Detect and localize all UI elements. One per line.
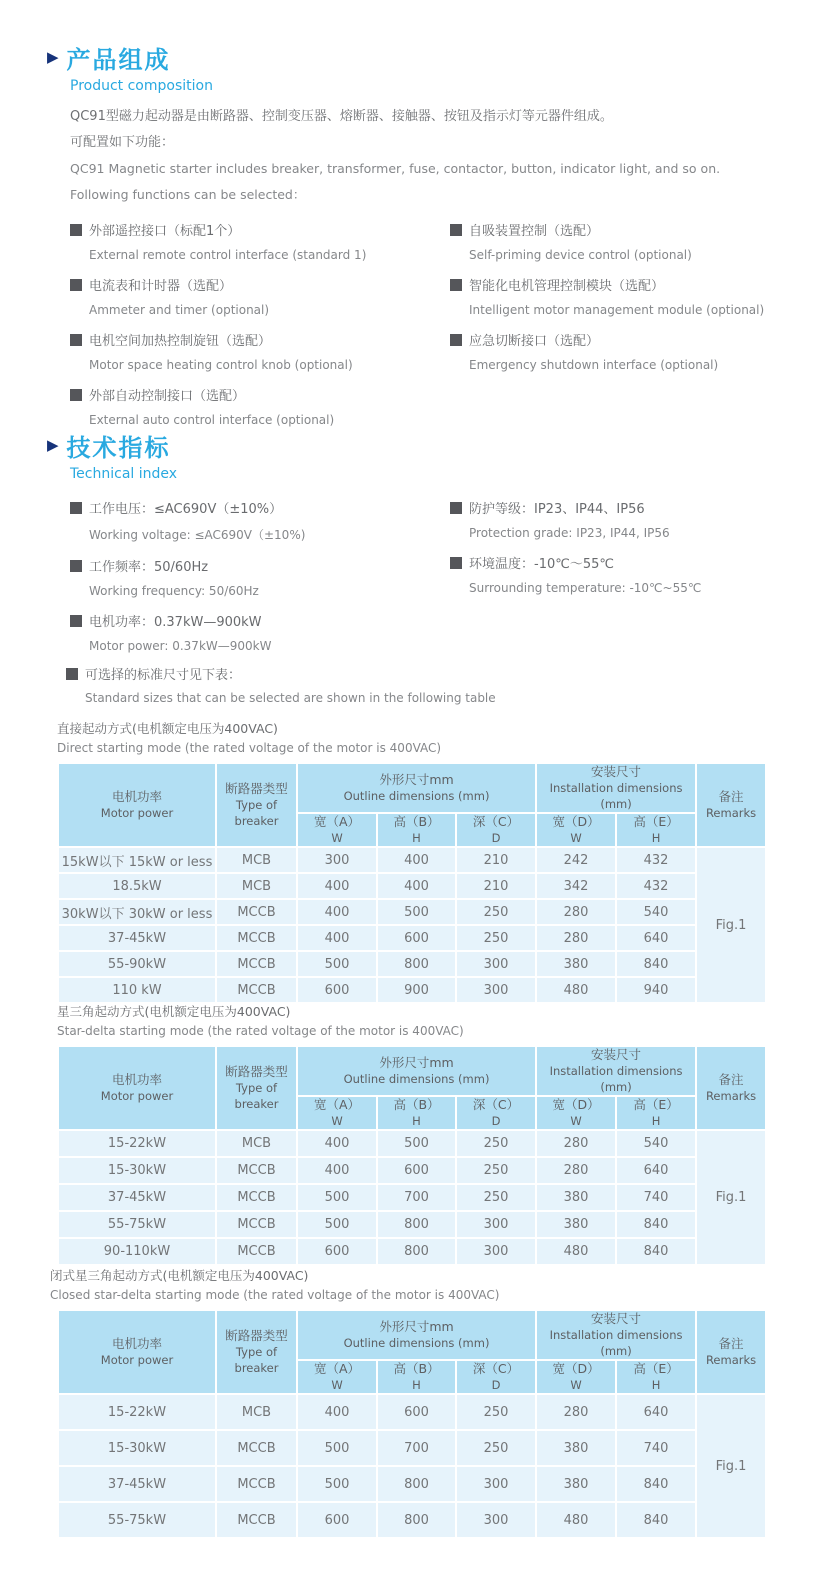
table-cell: MCCB <box>216 1184 297 1211</box>
list-item <box>70 556 450 598</box>
table-cell: MCB <box>216 873 297 899</box>
table-cell: 300 <box>297 847 377 873</box>
feature-list-left <box>70 220 450 440</box>
remark-cell: Fig.1 <box>696 1394 766 1538</box>
feature-list-right <box>450 220 807 440</box>
table-cell: 840 <box>616 1502 696 1538</box>
table-cell: 400 <box>297 1130 377 1157</box>
list-item-zh: 电流表和计时器（选配） <box>70 275 450 294</box>
table-cell: 500 <box>297 1466 377 1502</box>
table-cell: 600 <box>297 1502 377 1538</box>
table-cell: 300 <box>456 977 536 1003</box>
table-cell: 600 <box>297 1238 377 1265</box>
column-header: 宽（D） W <box>536 813 616 847</box>
table-cell: 90-110kW <box>58 1238 216 1265</box>
table-cell: 740 <box>616 1184 696 1211</box>
column-header: 深（C） D <box>456 813 536 847</box>
column-header: 外形尺寸mm Outline dimensions (mm) <box>297 1310 536 1360</box>
table-cell: 600 <box>377 1394 456 1430</box>
list-item-zh: 外部自动控制接口（选配） <box>70 385 450 404</box>
square-bullet-icon <box>70 224 82 236</box>
section-title-en: Technical index <box>70 466 178 482</box>
table-cell: 342 <box>536 873 616 899</box>
table-cell: 300 <box>456 1466 536 1502</box>
table-row <box>58 1157 766 1184</box>
list-item <box>70 498 450 543</box>
dimensions-table <box>57 1045 767 1266</box>
square-bullet-icon <box>66 668 78 680</box>
table-cell: MCCB <box>216 951 297 977</box>
table-cell: 37-45kW <box>58 1184 216 1211</box>
table-cell: 242 <box>536 847 616 873</box>
column-header: 电机功率 Motor power <box>58 763 216 847</box>
list-item-en: Motor space heating control knob (optional) <box>89 358 353 372</box>
table-cell: 840 <box>616 1466 696 1502</box>
square-bullet-icon <box>450 557 462 569</box>
table-cell: 55-75kW <box>58 1211 216 1238</box>
column-header: 安装尺寸 Installation dimensions (mm) <box>536 763 696 813</box>
table-row <box>58 1466 766 1502</box>
column-header: 安装尺寸 Installation dimensions (mm) <box>536 1046 696 1096</box>
dimensions-table <box>57 1309 767 1539</box>
column-header: 高（E） H <box>616 1360 696 1394</box>
table-cell: 480 <box>536 1238 616 1265</box>
table-cell: MCCB <box>216 899 297 925</box>
intro-en-2: Following functions can be selected： <box>70 187 306 202</box>
column-header: 备注 Remarks <box>696 1310 766 1394</box>
list-item-zh: 外部遥控接口（标配1个） <box>70 220 450 239</box>
remark-cell: Fig.1 <box>696 1130 766 1265</box>
table-row <box>58 1211 766 1238</box>
table-cell: 15-22kW <box>58 1130 216 1157</box>
list-item <box>70 611 450 653</box>
list-item-zh: 电机功率：0.37kW—900kW <box>70 611 450 630</box>
list-item-en: Working frequency: 50/60Hz <box>89 584 259 598</box>
column-header: 深（C） D <box>456 1360 536 1394</box>
table-cell: 800 <box>377 1211 456 1238</box>
table-cell: 500 <box>377 1130 456 1157</box>
table-cell: 700 <box>377 1184 456 1211</box>
column-header: 宽（D） W <box>536 1096 616 1130</box>
column-header: 宽（A） W <box>297 1096 377 1130</box>
square-bullet-icon <box>70 560 82 572</box>
table-cell: 640 <box>616 1394 696 1430</box>
table-row <box>58 899 766 925</box>
table-title-zh: 闭式星三角起动方式(电机额定电压为400VAC) <box>50 1268 309 1283</box>
list-item-zh: 智能化电机管理控制模块（选配） <box>450 275 807 294</box>
list-item-zh: 电机空间加热控制旋钮（选配） <box>70 330 450 349</box>
table-cell: 700 <box>377 1430 456 1466</box>
table-cell: 280 <box>536 1130 616 1157</box>
list-item-zh: 自吸装置控制（选配） <box>450 220 807 239</box>
table-cell: 250 <box>456 1394 536 1430</box>
table-cell: MCCB <box>216 1430 297 1466</box>
table-cell: 540 <box>616 899 696 925</box>
table-cell: MCCB <box>216 1157 297 1184</box>
table-cell: 250 <box>456 899 536 925</box>
table-cell: 380 <box>536 1211 616 1238</box>
square-bullet-icon <box>450 502 462 514</box>
table-title-en: Direct starting mode (the rated voltage of the motor is 400VAC) <box>57 741 442 755</box>
table-cell: 380 <box>536 1184 616 1211</box>
column-header: 高（B） H <box>377 1096 456 1130</box>
list-item <box>450 330 807 372</box>
list-item-en: Emergency shutdown interface (optional) <box>469 358 719 372</box>
arrow-right-icon: ▶ <box>47 436 59 454</box>
table-cell: 380 <box>536 1430 616 1466</box>
list-item-zh: 工作电压：≤AC690V（±10%） <box>70 498 450 517</box>
table-row <box>58 977 766 1003</box>
table-cell: 400 <box>297 899 377 925</box>
table-cell: 500 <box>297 951 377 977</box>
table-cell: 432 <box>616 847 696 873</box>
list-item <box>70 330 450 372</box>
table-cell: 600 <box>377 925 456 951</box>
column-header: 备注 Remarks <box>696 1046 766 1130</box>
table-cell: 800 <box>377 1466 456 1502</box>
table-row <box>58 873 766 899</box>
intro-en-1: QC91 Magnetic starter includes breaker, transformer, fuse, contactor, button, indicator light, and so on. <box>70 161 721 176</box>
column-header: 备注 Remarks <box>696 763 766 847</box>
table-cell: 37-45kW <box>58 925 216 951</box>
table-cell: 840 <box>616 951 696 977</box>
list-item-en: Intelligent motor management module (optional) <box>469 303 765 317</box>
square-bullet-icon <box>70 279 82 291</box>
section-title-zh: 产品组成 <box>66 46 171 74</box>
table-cell: 400 <box>297 873 377 899</box>
size-table-closed-star-delta <box>57 1309 767 1539</box>
list-item <box>450 220 807 262</box>
table-cell: 400 <box>297 925 377 951</box>
table-row <box>58 925 766 951</box>
table-cell: 280 <box>536 1394 616 1430</box>
size-table-star-delta <box>57 1045 767 1266</box>
list-item <box>450 498 807 540</box>
table-cell: 400 <box>297 1157 377 1184</box>
square-bullet-icon <box>70 389 82 401</box>
column-header: 宽（A） W <box>297 813 377 847</box>
table-cell: 640 <box>616 1157 696 1184</box>
column-header: 宽（A） W <box>297 1360 377 1394</box>
square-bullet-icon <box>450 224 462 236</box>
table-cell: 600 <box>297 977 377 1003</box>
column-header: 高（E） H <box>616 813 696 847</box>
table-cell: 55-90kW <box>58 951 216 977</box>
table-cell: 840 <box>616 1211 696 1238</box>
table-cell: 380 <box>536 1466 616 1502</box>
list-item-zh: 应急切断接口（选配） <box>450 330 807 349</box>
square-bullet-icon <box>450 279 462 291</box>
table-cell: 500 <box>297 1211 377 1238</box>
table-block-direct-starting <box>57 719 767 1004</box>
column-header: 断路器类型 Type of breaker <box>216 763 297 847</box>
table-cell: 250 <box>456 1184 536 1211</box>
table-cell: 380 <box>536 951 616 977</box>
table-cell: 800 <box>377 951 456 977</box>
list-item-zh: 防护等级：IP23、IP44、IP56 <box>450 498 807 517</box>
table-title-en: Closed star-delta starting mode (the rated voltage of the motor is 400VAC) <box>50 1288 500 1302</box>
table-title-zh: 星三角起动方式(电机额定电压为400VAC) <box>57 1004 291 1019</box>
arrow-right-icon: ▶ <box>47 48 59 66</box>
table-row <box>58 1502 766 1538</box>
table-cell: 400 <box>377 873 456 899</box>
table-row <box>58 1130 766 1157</box>
table-block-star-delta <box>57 1002 767 1266</box>
square-bullet-icon <box>70 334 82 346</box>
table-cell: MCB <box>216 847 297 873</box>
table-cell: 500 <box>297 1184 377 1211</box>
table-row <box>58 951 766 977</box>
table-cell: 30kW以下 30kW or less <box>58 899 216 925</box>
section-product-composition <box>47 40 807 440</box>
list-item-en: Surrounding temperature: -10℃~55℃ <box>469 581 702 595</box>
section-technical-index <box>47 428 807 666</box>
table-cell: 600 <box>377 1157 456 1184</box>
table-cell: 280 <box>536 1157 616 1184</box>
list-item-en: External remote control interface (standard 1) <box>89 248 367 262</box>
table-cell: 110 kW <box>58 977 216 1003</box>
table-cell: MCCB <box>216 1466 297 1502</box>
table-cell: 250 <box>456 925 536 951</box>
table-cell: 15kW以下 15kW or less <box>58 847 216 873</box>
table-cell: MCB <box>216 1394 297 1430</box>
table-title-zh: 直接起动方式(电机额定电压为400VAC) <box>57 721 278 736</box>
table-cell: 300 <box>456 1238 536 1265</box>
table-cell: 15-30kW <box>58 1157 216 1184</box>
column-header: 电机功率 Motor power <box>58 1310 216 1394</box>
table-cell: 900 <box>377 977 456 1003</box>
table-cell: 280 <box>536 899 616 925</box>
table-cell: 400 <box>377 847 456 873</box>
remark-cell: Fig.1 <box>696 847 766 1003</box>
note-en: Standard sizes that can be selected are shown in the following table <box>85 691 496 705</box>
square-bullet-icon <box>70 615 82 627</box>
table-cell: 37-45kW <box>58 1466 216 1502</box>
table-row <box>58 1430 766 1466</box>
list-item <box>70 275 450 317</box>
table-cell: 300 <box>456 1502 536 1538</box>
table-cell: MCCB <box>216 1502 297 1538</box>
column-header: 深（C） D <box>456 1096 536 1130</box>
intro-zh-1: QC91型磁力起动器是由断路器、控制变压器、熔断器、接触器、按钮及指示灯等元器件组成。 <box>70 109 613 124</box>
column-header: 高（B） H <box>377 1360 456 1394</box>
note-zh: 可选择的标准尺寸见下表： <box>66 664 496 683</box>
list-item-en: Working voltage: ≤AC690V（±10%) <box>89 528 306 542</box>
table-row <box>58 1394 766 1430</box>
table-cell: 400 <box>297 1394 377 1430</box>
table-row <box>58 1184 766 1211</box>
table-cell: 250 <box>456 1430 536 1466</box>
tech-list-left <box>70 498 450 666</box>
table-block-closed-star-delta <box>50 1266 767 1539</box>
column-header: 安装尺寸 Installation dimensions (mm) <box>536 1310 696 1360</box>
table-cell: 55-75kW <box>58 1502 216 1538</box>
column-header: 电机功率 Motor power <box>58 1046 216 1130</box>
table-cell: 640 <box>616 925 696 951</box>
table-cell: 300 <box>456 1211 536 1238</box>
table-cell: 740 <box>616 1430 696 1466</box>
table-cell: 432 <box>616 873 696 899</box>
table-cell: MCCB <box>216 1238 297 1265</box>
column-header: 高（B） H <box>377 813 456 847</box>
list-item-en: Motor power: 0.37kW—900kW <box>89 639 272 653</box>
column-header: 断路器类型 Type of breaker <box>216 1310 297 1394</box>
intro-zh-2: 可配置如下功能： <box>70 135 175 150</box>
table-cell: 500 <box>297 1430 377 1466</box>
tech-list-right <box>450 498 807 666</box>
table-cell: 500 <box>377 899 456 925</box>
table-cell: 840 <box>616 1238 696 1265</box>
table-cell: 15-22kW <box>58 1394 216 1430</box>
list-item <box>450 275 807 317</box>
table-cell: 940 <box>616 977 696 1003</box>
intro-paragraph <box>70 104 807 208</box>
list-item-zh: 工作频率：50/60Hz <box>70 556 450 575</box>
table-cell: 210 <box>456 847 536 873</box>
table-cell: 300 <box>456 951 536 977</box>
table-title-en: Star-delta starting mode (the rated voltage of the motor is 400VAC) <box>57 1024 464 1038</box>
column-header: 断路器类型 Type of breaker <box>216 1046 297 1130</box>
list-item <box>450 553 807 595</box>
table-cell: 250 <box>456 1157 536 1184</box>
table-row <box>58 847 766 873</box>
table-cell: 480 <box>536 1502 616 1538</box>
section-title-en: Product composition <box>70 78 213 94</box>
list-item-en: Self-priming device control (optional) <box>469 248 692 262</box>
standard-sizes-note <box>66 664 496 705</box>
table-cell: MCCB <box>216 925 297 951</box>
table-cell: 15-30kW <box>58 1430 216 1466</box>
square-bullet-icon <box>450 334 462 346</box>
table-cell: 18.5kW <box>58 873 216 899</box>
column-header: 高（E） H <box>616 1096 696 1130</box>
table-row <box>58 1238 766 1265</box>
table-cell: 210 <box>456 873 536 899</box>
section-title-zh: 技术指标 <box>66 434 171 462</box>
list-item-en: External auto control interface (optional) <box>89 413 335 427</box>
column-header: 外形尺寸mm Outline dimensions (mm) <box>297 1046 536 1096</box>
list-item-en: Protection grade: IP23, IP44, IP56 <box>469 526 670 540</box>
list-item <box>70 220 450 262</box>
table-cell: 800 <box>377 1238 456 1265</box>
table-cell: 280 <box>536 925 616 951</box>
table-cell: 800 <box>377 1502 456 1538</box>
column-header: 外形尺寸mm Outline dimensions (mm) <box>297 763 536 813</box>
list-item <box>70 385 450 427</box>
table-cell: MCCB <box>216 977 297 1003</box>
square-bullet-icon <box>70 502 82 514</box>
list-item-zh: 环境温度：-10℃～55℃ <box>450 553 807 572</box>
list-item-en: Ammeter and timer (optional) <box>89 303 270 317</box>
dimensions-table <box>57 762 767 1004</box>
table-cell: MCCB <box>216 1211 297 1238</box>
table-cell: 250 <box>456 1130 536 1157</box>
table-cell: MCB <box>216 1130 297 1157</box>
table-cell: 480 <box>536 977 616 1003</box>
size-table-direct <box>57 762 767 1004</box>
column-header: 宽（D） W <box>536 1360 616 1394</box>
table-cell: 540 <box>616 1130 696 1157</box>
